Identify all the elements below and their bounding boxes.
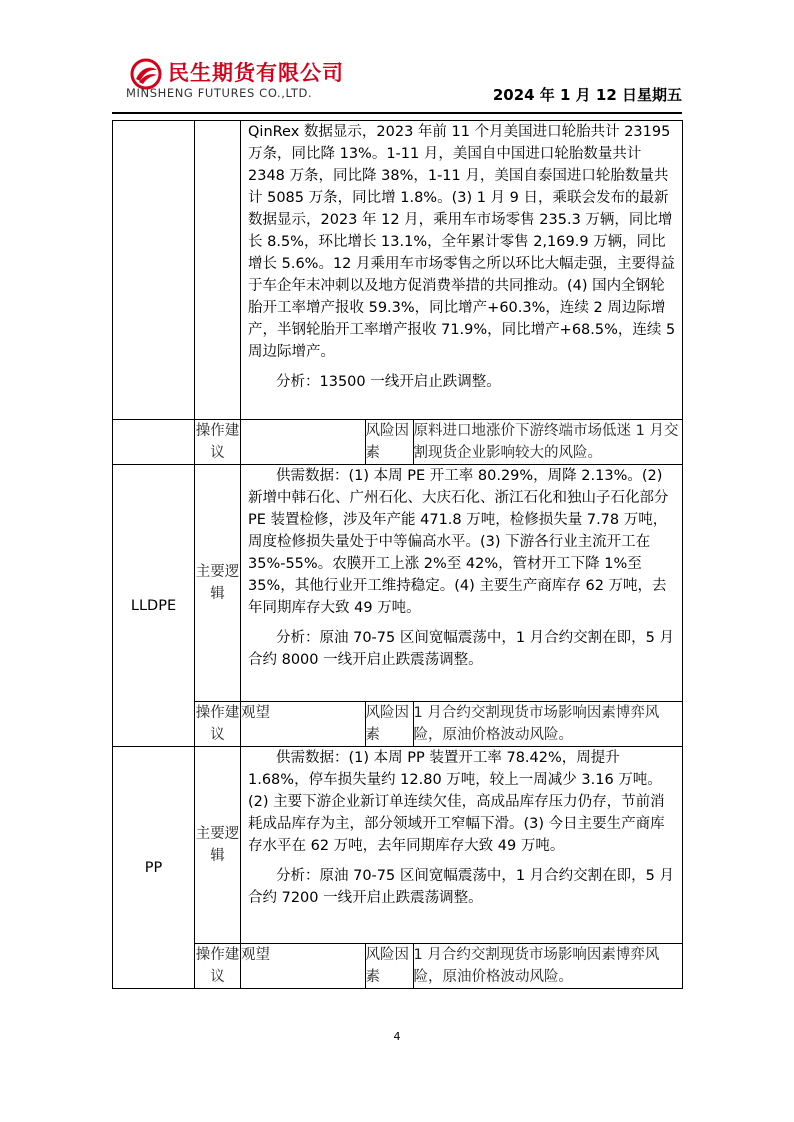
rubber-operation-row <box>113 420 683 465</box>
lldpe-logic-text: 供需数据：(1) 本周 PE 开工率 80.29%，周降 2.13%。(2) 新增中韩石化、广州石化、大庆石化、浙江石化和独山子石化部分 PE 装置检修，涉及年产能 471.8 万吨，检修损失量 7.78 万吨，周度检修损失量处于中等偏高水平。(3) 下游各行业主流开工在 35%-55%。农膜开工上涨 2%至 42%，管材开工下降 1%至 35%，其他行业开工维持稳定。(4) 主要生产商库存 62 万吨，去年同期库存大致 49 万吨。 <box>248 468 669 616</box>
rubber-label-cell <box>195 121 241 420</box>
operation-label: 操作建议 <box>195 702 241 747</box>
risk-label: 风险因素 <box>365 420 413 464</box>
pp-logic-cell <box>241 747 683 944</box>
pp-logic-text: 供需数据：(1) 本周 PP 装置开工率 78.42%，周提升 1.68%，停车损失量约 12.80 万吨，较上一周减少 3.16 万吨。(2) 主要下游企业新订单连续欠佳，高成品库存压力仍存，节前消耗成品库存为主，部分领域开工窄幅下滑。(3) 今日主要生产商库存水平在 62 万吨，去年同期库存大致 49 万吨。 <box>248 750 665 854</box>
rubber-category-cell-2 <box>113 420 195 465</box>
header-rule <box>112 112 682 114</box>
commodity-table <box>112 120 683 989</box>
main-logic-label: 主要逻辑 <box>195 465 241 702</box>
main-logic-label: 主要逻辑 <box>195 747 241 944</box>
brand-name-cn: 民生期货有限公司 <box>168 61 344 85</box>
lldpe-operation-value: 观望 <box>241 705 270 721</box>
pp-analysis-text: 分析：原油 70-75 区间宽幅震荡中，1 月合约交割在即，5 月合约 7200 一线开启止跌震荡调整。 <box>248 868 675 906</box>
lldpe-logic-row <box>113 465 683 702</box>
page-header <box>112 56 682 108</box>
lldpe-analysis-text: 分析：原油 70-75 区间宽幅震荡中，1 月合约交割在即，5 月合约 8000 一线开启止跌震荡调整。 <box>248 630 675 668</box>
rubber-category-cell <box>113 121 195 420</box>
rubber-operation-value <box>241 420 365 464</box>
pp-operation-table <box>241 944 682 988</box>
lldpe-operation-row <box>113 702 683 747</box>
rubber-logic-cell <box>241 121 683 420</box>
report-date: 2024 年 1 月 12 日星期五 <box>492 86 682 104</box>
pp-category: PP <box>113 747 195 989</box>
lldpe-operation-table <box>241 702 682 746</box>
pp-operation-row <box>113 944 683 989</box>
rubber-logic-text: QinRex 数据显示，2023 年前 11 个月美国进口轮胎共计 23195 万条，同比降 13%。1-11 月，美国自中国进口轮胎数量共计 2348 万条，同比降 38%，1-11 月，美国自泰国进口轮胎数量共计 5085 万条，同比增 1.8%。(3) 1 月 9 日，乘联会发布的最新数据显示，2023 年 12 月，乘用车市场零售 235.3 万辆，同比增长 8.5%，环比增长 13.1%，全年累计零售 2,169.9 万辆，同比增长 5.6%。12 月乘用车市场零售之所以环比大幅走强，主要得益于车企年末冲刺以及地方促消费举措的共同推动。(4) 国内全钢轮胎开工率增产报收 59.3%，同比增产+60.3%，连续 2 周边际增产，半钢轮胎开工率增产报收 71.9%，同比增产+68.5%，连续 5 周边际增产。 <box>248 124 676 360</box>
lldpe-risk-text: 1 月合约交割现货市场影响因素博弈风险，原油价格波动风险。 <box>413 702 682 746</box>
rubber-analysis-text: 分析：13500 一线开启止跌调整。 <box>276 374 501 390</box>
rubber-risk-text: 原料进口地涨价下游终端市场低迷 1 月交割现货企业影响较大的风险。 <box>413 420 682 464</box>
operation-label: 操作建议 <box>195 420 241 465</box>
page-number: 4 <box>393 1030 401 1043</box>
lldpe-logic-cell <box>241 465 683 702</box>
operation-label: 操作建议 <box>195 944 241 989</box>
risk-label: 风险因素 <box>365 944 413 988</box>
rubber-operation-table <box>241 420 682 464</box>
pp-operation-value: 观望 <box>241 947 270 963</box>
rubber-logic-row <box>113 121 683 420</box>
pp-risk-text: 1 月合约交割现货市场影响因素博弈风险，原油价格波动风险。 <box>413 944 682 988</box>
lldpe-category: LLDPE <box>113 465 195 747</box>
brand-name-en: MINSHENG FUTURES CO.,LTD. <box>126 86 313 100</box>
pp-logic-row <box>113 747 683 944</box>
risk-label: 风险因素 <box>365 702 413 746</box>
